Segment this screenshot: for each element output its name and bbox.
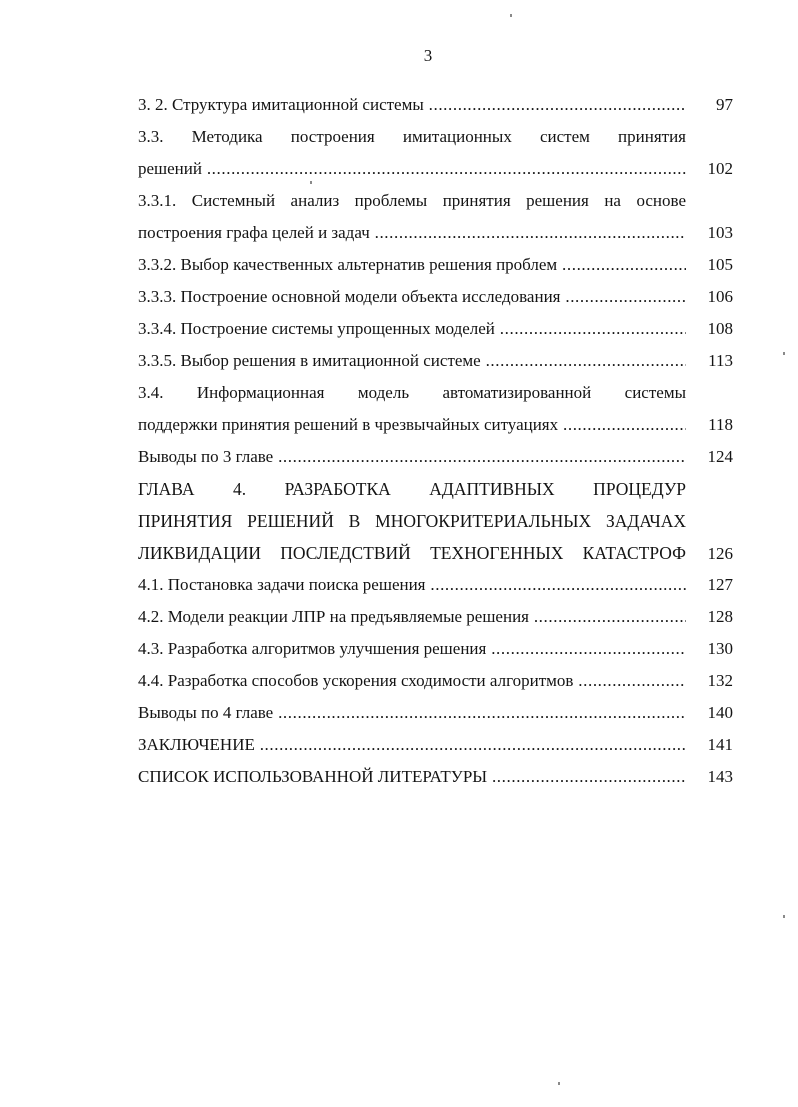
toc-row [138, 537, 733, 569]
toc-row [138, 377, 733, 409]
toc-row [138, 249, 733, 281]
toc-row [138, 345, 733, 377]
toc-row [138, 569, 733, 601]
toc-row [138, 665, 733, 697]
toc-entry-text: 3.3.1. Системный анализ проблемы принятия решения на основе [138, 191, 686, 210]
toc-page-number: 140 [707, 703, 733, 722]
toc-entry-text: ЗАКЛЮЧЕНИЕ ..... [138, 729, 686, 761]
toc-row [138, 313, 733, 345]
toc-row [138, 217, 733, 249]
toc-entry-text: 4.1. Постановка задачи поиска решения ..... [138, 569, 686, 601]
toc-entry-text: 3. 2. Структура имитационной системы ..... [138, 89, 686, 121]
toc-page-number: 118 [708, 415, 733, 434]
toc-row [138, 153, 733, 185]
toc-entry-text: 3.3.3. Построение основной модели объекта исследования ..... [138, 281, 686, 313]
toc-row [138, 697, 733, 729]
toc-chapter-heading: ГЛАВА 4. РАЗРАБОТКА АДАПТИВНЫХ ПРОЦЕДУР [138, 479, 686, 499]
toc-row [138, 409, 733, 441]
toc-row [138, 185, 733, 217]
toc-page-number: 132 [707, 671, 733, 690]
toc-page-number: 103 [707, 223, 733, 242]
page-number: 3 [423, 46, 433, 65]
toc-entry-text: 3.3.4. Построение системы упрощенных моделей ..... [138, 313, 686, 345]
toc-row [138, 473, 733, 505]
toc-page-number: 127 [707, 575, 733, 594]
toc-row [138, 441, 733, 473]
toc-entry-text: поддержки принятия решений в чрезвычайных ситуациях ..... [138, 409, 686, 441]
toc-row [138, 89, 733, 121]
toc-page-number: 128 [707, 607, 733, 626]
toc-page-number: 105 [707, 255, 733, 274]
toc-row [138, 761, 733, 793]
toc-entry-text: построения графа целей и задач ..... [138, 217, 686, 249]
scan-speck [310, 181, 312, 184]
toc-page-number: 141 [707, 735, 733, 754]
toc-entry-text: 3.3.2. Выбор качественных альтернатив решения проблем ..... [138, 249, 686, 281]
toc-entry-text: Выводы по 4 главе ..... [138, 697, 686, 729]
toc-page-number: 113 [708, 351, 733, 370]
toc-page-number: 126 [707, 544, 733, 563]
toc-entry-text: 3.4. Информационная модель автоматизированной системы [138, 383, 686, 402]
toc-entry-text: Выводы по 3 главе ..... [138, 441, 686, 473]
toc-entry-text: СПИСОК ИСПОЛЬЗОВАННОЙ ЛИТЕРАТУРЫ ..... [138, 761, 686, 793]
toc-entry-text: 4.2. Модели реакции ЛПР на предъявляемые решения ..... [138, 601, 686, 633]
toc-entry-text: 4.4. Разработка способов ускорения сходимости алгоритмов ..... [138, 665, 686, 697]
toc-page-number: 130 [707, 639, 733, 658]
toc-entry-text: решений ..... [138, 153, 686, 185]
toc-row [138, 505, 733, 537]
toc-entry-text: 3.3.5. Выбор решения в имитационной системе ..... [138, 345, 686, 377]
toc-row [138, 281, 733, 313]
toc-chapter-heading: ЛИКВИДАЦИИ ПОСЛЕДСТВИЙ ТЕХНОГЕННЫХ КАТАСТРОФ [138, 543, 686, 563]
scan-speck [783, 352, 785, 355]
toc-page-number: 108 [707, 319, 733, 338]
toc-page-number: 143 [707, 767, 733, 786]
toc-page-number: 97 [716, 95, 733, 114]
scan-speck [783, 915, 785, 918]
toc-chapter-heading: ПРИНЯТИЯ РЕШЕНИЙ В МНОГОКРИТЕРИАЛЬНЫХ ЗАДАЧАХ [138, 511, 686, 531]
toc-page-number: 106 [707, 287, 733, 306]
toc-entry-text: 4.3. Разработка алгоритмов улучшения решения ..... [138, 633, 686, 665]
toc-row [138, 729, 733, 761]
toc-page-number: 102 [707, 159, 733, 178]
scan-speck [510, 14, 512, 17]
toc-row [138, 601, 733, 633]
toc-row [138, 121, 733, 153]
toc-entry-text: 3.3. Методика построения имитационных систем принятия [138, 127, 686, 146]
scan-speck [558, 1082, 560, 1085]
toc-row [138, 633, 733, 665]
table-of-contents [138, 89, 733, 793]
toc-page-number: 124 [707, 447, 733, 466]
